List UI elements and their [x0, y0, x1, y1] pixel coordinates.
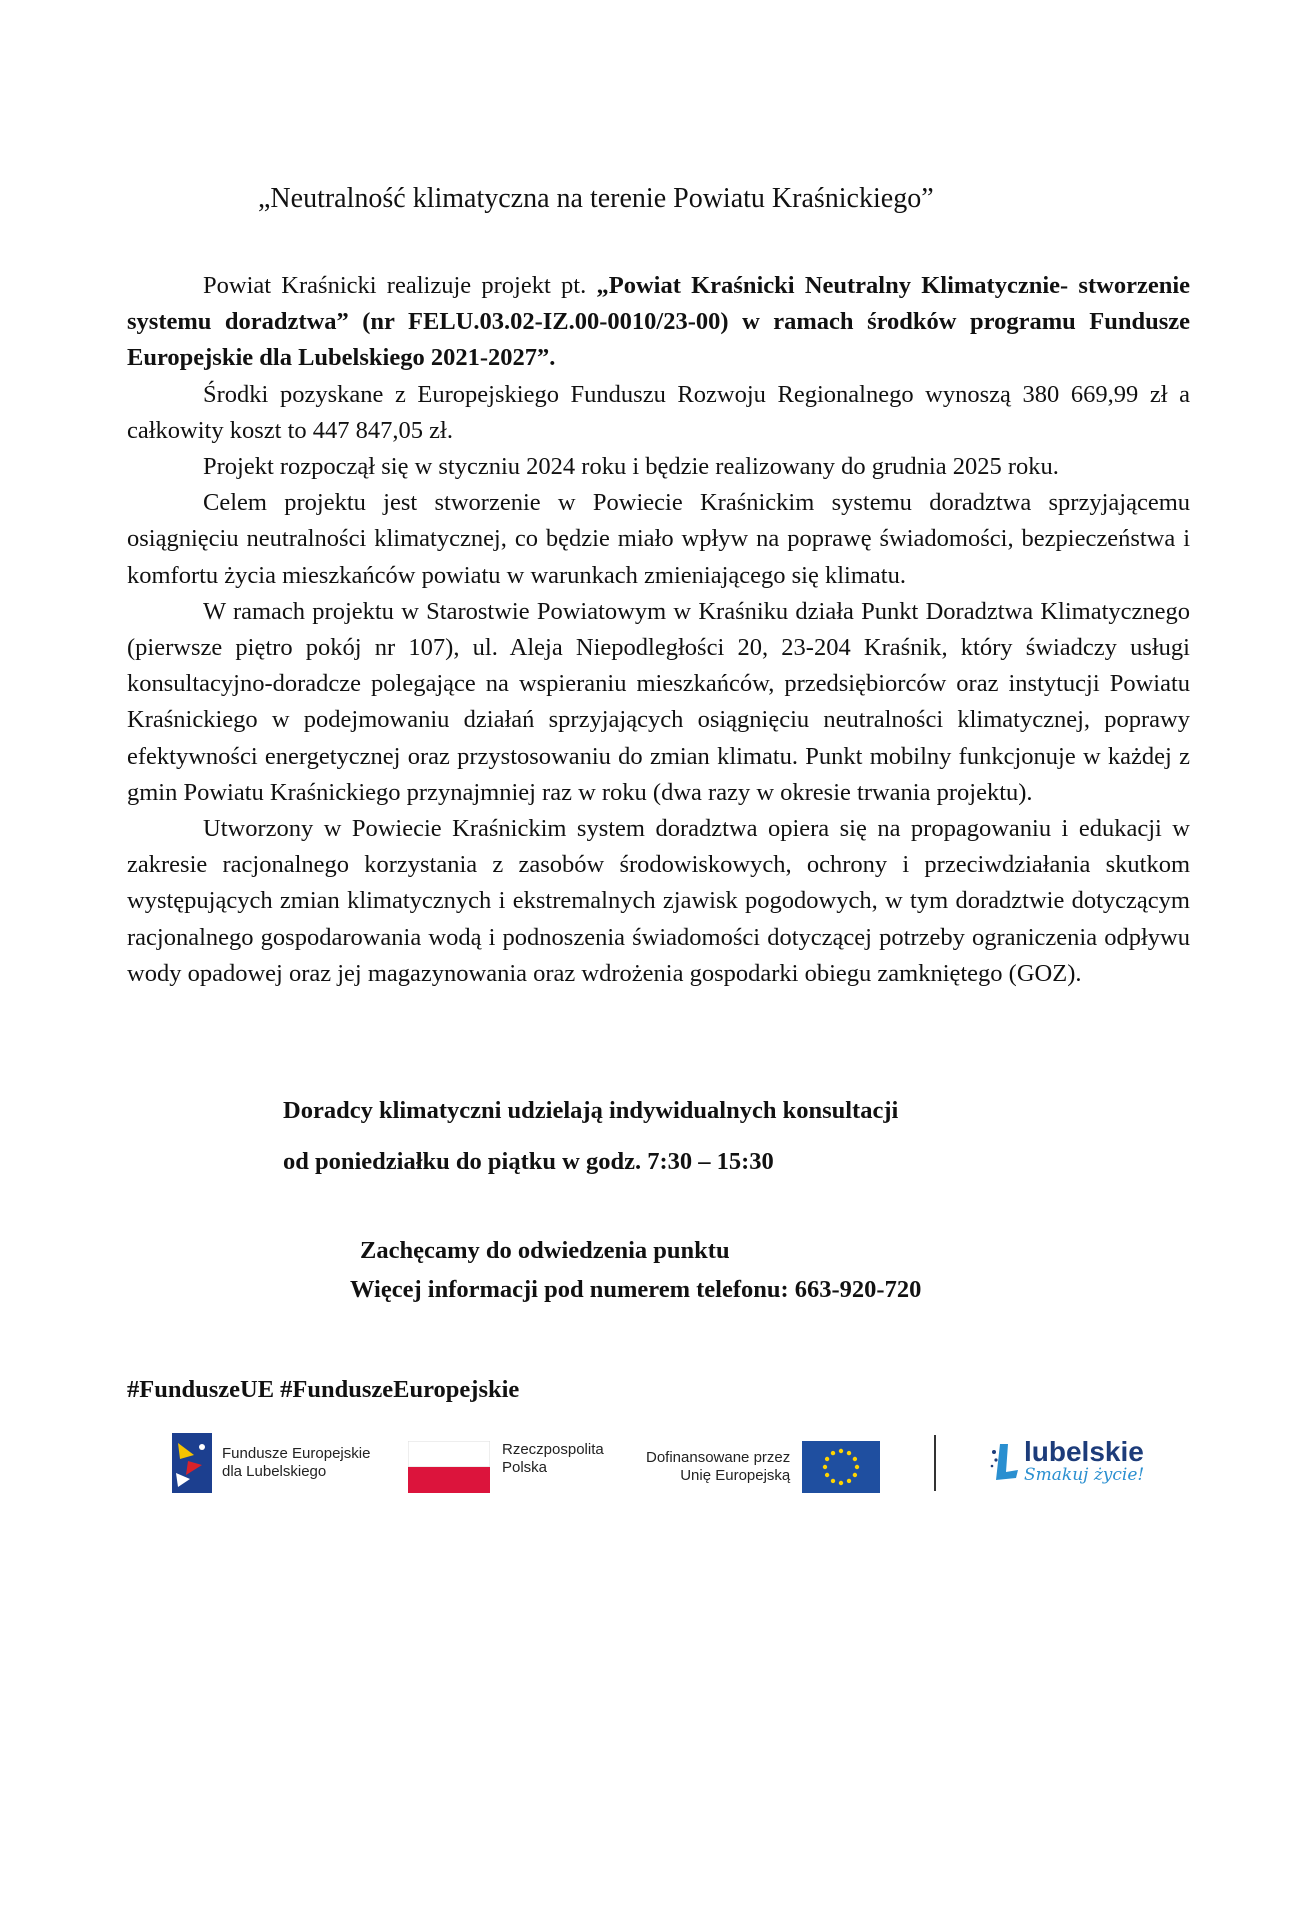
paragraph-goal: Celem projektu jest stworzenie w Powiecie Kraśnickim systemu doradztwa sprzyjającemu osiągnięciu neutralności klimatycznej, co będzie miało wpływ na poprawę świadomości, bezpieczeństwa i komfortu życia mieszkańców powiatu w warunkach zmieniającego się klimatu.: [127, 489, 1190, 589]
paragraph-system: Utworzony w Powiecie Kraśnickim system doradztwa opiera się na propagowaniu i edukacji w zakresie racjonalnego korzystania z zasobów środowiskowych, ochrony i przeciwdziałania skutkom występujących zmian klimatycznych i ekstremalnych zjawisk pogodowych, w tym doradztwie dotyczącym racjonalnego gospodarowania wodą i podnoszenia świadomości dotyczącej potrzeby ograniczenia odpływu wody opadowej oraz jej magazynowania oraz wdrożenia gospodarki obiegu zamkniętego (GOZ).: [127, 815, 1190, 987]
paragraph-project-title: „Powiat Kraśnicki Neutralny Klimatycznie- stworzenie systemu doradztwa” (nr FELU.03.02-IZ.00-0010/23-00) w ramach środków programu Fundusze Europejskie dla Lubelskiego 2021-2027”.: [127, 272, 1190, 372]
poland-label: Rzeczpospolita Polska: [502, 1441, 604, 1476]
eu-flag-icon: [802, 1441, 880, 1493]
paragraph-timeline: Projekt rozpoczął się w styczniu 2024 roku i będzie realizowany do grudnia 2025 roku.: [203, 453, 1059, 481]
eu-cofinancing-label: Dofinansowane przez Unię Europejską: [646, 1449, 791, 1484]
lubelskie-name: lubelskie: [1024, 1436, 1144, 1467]
lubelskie-logo: [990, 1436, 1145, 1485]
fe-lubelskie-label: Fundusze Europejskie dla Lubelskiego: [222, 1445, 371, 1480]
hashtags: #FunduszeUE #FunduszeEuropejskie: [127, 1376, 520, 1403]
consultation-line-1: Doradcy klimatyczni udzielają indywidualnych konsultacji: [283, 1097, 899, 1124]
fe-lubelskie-logo: [172, 1433, 370, 1493]
poland-logo: [408, 1441, 604, 1493]
document-body: [127, 268, 1190, 992]
logo-divider: [934, 1435, 936, 1491]
lubelskie-l-icon: [990, 1440, 1020, 1484]
eu-cofinancing-logo: [646, 1441, 880, 1493]
paragraph-project-lead: Powiat Kraśnicki realizuje projekt pt.: [203, 272, 597, 299]
paragraph-advice-point: W ramach projektu w Starostwie Powiatowym w Kraśniku działa Punkt Doradztwa Klimatycznego (pierwsze piętro pokój nr 107), ul. Aleja Niepodległości 20, 23-204 Kraśnik, który świadczy usługi konsultacyjno-doradcze polegające na wspieraniu mieszkańców, przedsiębiorców oraz instytucji Powiatu Kraśnickiego w podejmowaniu działań sprzyjających osiągnięciu neutralności klimatycznej, poprawy efektywności energetycznej oraz przystosowaniu do zmian klimatu. Punkt mobilny funkcjonuje w każdej z gmin Powiatu Kraśnickiego przynajmniej raz w roku (dwa razy w okresie trwania projektu).: [127, 597, 1190, 806]
lubelskie-slogan: Smakuj życie!: [1024, 1465, 1145, 1485]
document-title: „Neutralność klimatyczna na terenie Powiatu Kraśnickiego”: [258, 183, 934, 214]
phone-info-line: Więcej informacji pod numerem telefonu: 663-920-720: [350, 1276, 922, 1303]
paragraph-project: [127, 268, 1190, 377]
consultation-line-2: od poniedziałku do piątku w godz. 7:30 – 15:30: [283, 1148, 774, 1175]
invite-line: Zachęcamy do odwiedzenia punktu: [360, 1237, 730, 1264]
funding-logo-bar: [158, 1415, 1158, 1515]
paragraph-funding: Środki pozyskane z Europejskiego Funduszu Rozwoju Regionalnego wynoszą 380 669,99 zł a całkowity koszt to 447 847,05 zł.: [127, 380, 1190, 444]
lubelskie-wordmark: [1024, 1436, 1145, 1485]
polish-flag-icon: [408, 1441, 490, 1493]
fe-emblem-icon: [172, 1433, 212, 1493]
